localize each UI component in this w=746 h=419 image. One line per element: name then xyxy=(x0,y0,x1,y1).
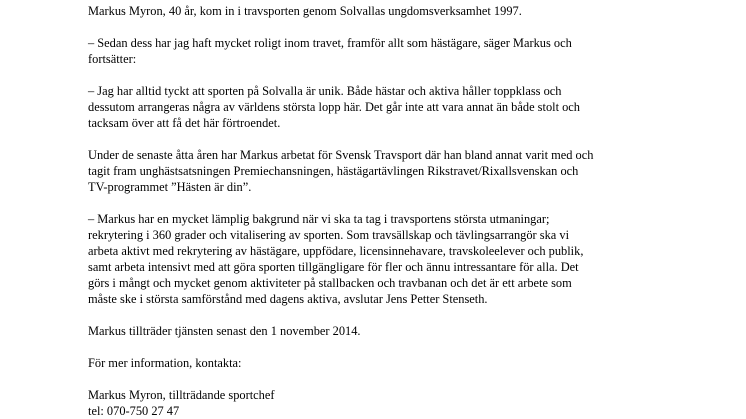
paragraph-background xyxy=(88,147,688,195)
press-release-document xyxy=(88,0,688,419)
contact-phone: tel: 070-750 27 47 xyxy=(88,404,180,418)
text-line: tacksam över att få det här förtroendet. xyxy=(88,116,281,130)
text-line: Markus tillträder tjänsten senast den 1 november 2014. xyxy=(88,324,361,338)
paragraph-quote-start xyxy=(88,35,688,67)
paragraph-intro xyxy=(88,3,688,19)
contact-block xyxy=(88,387,688,419)
paragraph-start-date xyxy=(88,323,688,339)
text-line: arbeta aktivt med rekrytering av hästägare, uppfödare, licensinnehavare, travskoleelever och publik, xyxy=(88,244,584,258)
text-line: Markus Myron, 40 år, kom in i travsporten genom Solvallas ungdomsverksamhet 1997. xyxy=(88,4,522,18)
text-line: samt arbeta intensivt med att göra sporten tillgängligare för fler och ännu intressantare för alla. Det xyxy=(88,260,579,274)
text-line: Under de senaste åtta åren har Markus arbetat för Svensk Travsport där han bland annat varit med och xyxy=(88,148,594,162)
paragraph-quote-solvalla xyxy=(88,83,688,131)
text-line: tagit fram unghästsatsningen Premiechansningen, hästägartävlingen Rikstravet/Rixallsvenskan och xyxy=(88,164,579,178)
contact-name: Markus Myron, tillträdande sportchef xyxy=(88,388,275,402)
text-line: dessutom arrangeras några av världens största lopp här. Det går inte att vara annat än både stolt och xyxy=(88,100,581,114)
text-line: – Markus har en mycket lämplig bakgrund när vi ska ta tag i travsportens största utmaningar; xyxy=(88,212,550,226)
text-line: TV-programmet ”Hästen är din”. xyxy=(88,180,252,194)
text-line: rekrytering i 360 grader och vitalisering av sporten. Som travsällskap och tävlingsarrangör ska vi xyxy=(88,228,570,242)
text-line: måste ske i största samförstånd med dagens aktiva, avslutar Jens Petter Stenseth. xyxy=(88,292,488,306)
text-line: fortsätter: xyxy=(88,52,137,66)
text-line: – Jag har alltid tyckt att sporten på Solvalla är unik. Både hästar och aktiva håller toppklass och xyxy=(88,84,562,98)
paragraph-stenseth-quote xyxy=(88,211,688,307)
text-line: För mer information, kontakta: xyxy=(88,356,242,370)
text-line: görs i mångt och mycket genom aktiviteter på stallbacken och travbanan och det är ett arbete som xyxy=(88,276,572,290)
paragraph-more-info xyxy=(88,355,688,371)
text-line: – Sedan dess har jag haft mycket roligt inom travet, framför allt som hästägare, säger Markus och xyxy=(88,36,572,50)
